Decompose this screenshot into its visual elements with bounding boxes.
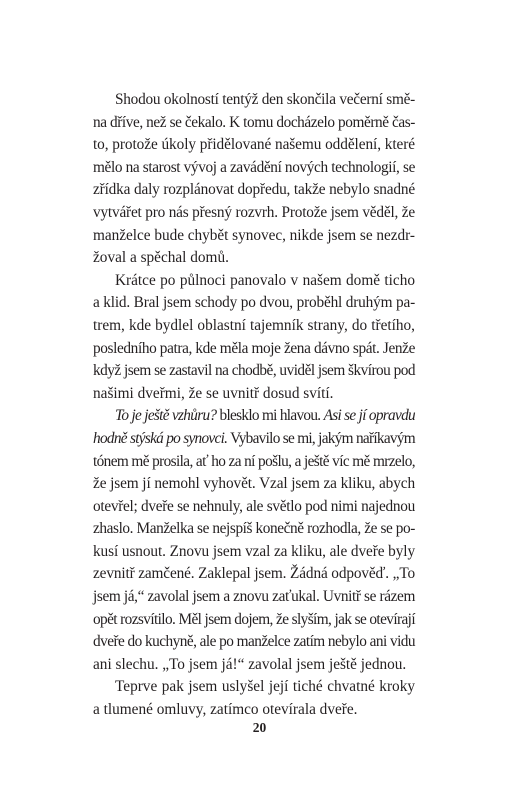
italic-run: Asi se jí opravdu [323,407,415,425]
text-line: zřídka daly rozplánovat dopředu, takže nebylo snadné [93,181,415,199]
text-line: kusí usnout. Znovu jsem vzal za kliku, ale dveře byly [93,542,415,560]
text-line: a tlumené omluvy, zatímco otevírala dveře. [93,701,358,719]
text-line-mixed [93,405,415,428]
text-line: posledního patra, kde měla moje žena dávno spát. Jenže [93,339,415,357]
roman-run: blesklo mi hlavou. [216,407,324,425]
text-line: manželce bude chybět synovec, nikde jsem se nezdr- [93,226,415,244]
text-line: vytvářet pro nás přesný rozvrh. Protože jsem věděl, že [93,203,415,221]
text-line: našimi dveřmi, že se uvnitř dosud svítí. [93,384,334,402]
italic-run: hodně stýská po synovci. [93,429,228,447]
paragraph-4 [93,676,415,721]
text-line: trem, kde bydlel oblastní tajemník strany, do třetího, [93,316,415,334]
text-line: na dříve, než se čekalo. K tomu docházelo poměrně čas- [93,113,415,131]
text-line: Krátce po půlnoci panovalo v našem domě ticho [115,271,415,289]
text-line-mixed [93,428,415,451]
italic-run: To je ještě vzhůru? [115,407,217,425]
roman-run: Vybavilo se mi, jakým naříkavým [227,429,415,447]
paragraph-3 [93,405,415,676]
text-line: ani slechu. „To jsem já!“ zavolal jsem ještě jednou. [93,655,407,673]
text-line: že jsem jí nemohl vyhovět. Vzal jsem za kliku, abych [93,475,415,493]
text-line: zevnitř zamčené. Zaklepal jsem. Žádná odpověď. „To [93,565,415,583]
text-line: mělo na starost vývoj a zavádění nových technologií, se [93,158,415,176]
text-line: otevřel; dveře se nehnuly, ale světlo pod nimi najednou [93,497,415,515]
text-line: dveře do kuchyně, ale po manželce zatím nebylo ani vidu [93,633,415,651]
text-line: a klid. Bral jsem schody po dvou, proběhl druhým pa- [93,294,415,312]
paragraph-2 [93,270,415,406]
text-line: zhaslo. Manželka se nejspíš konečně rozhodla, že se po- [93,520,415,538]
paragraph-1 [93,89,415,270]
text-line: jsem já,“ zavolal jsem a znovu zaťukal. Uvnitř se rázem [93,588,415,606]
text-line: tónem mě prosila, ať ho za ní pošlu, a ještě víc mě mrzelo, [93,452,415,470]
text-line: Shodou okolností tentýž den skončila večerní smě- [115,91,415,108]
page-number: 20 [252,720,267,735]
text-line: Teprve pak jsem uslyšel její tiché chvatné kroky [115,678,415,696]
text-line: žoval a spěchal domů. [93,249,229,267]
text-line: když jsem se zastavil na chodbě, uviděl jsem škvírou pod [93,362,415,380]
text-line: to, protože úkoly přidělované našemu oddělení, které [93,136,415,154]
body-text [93,89,415,722]
text-line: opět rozsvítilo. Měl jsem dojem, že slyším, jak se otevírají [93,610,415,628]
